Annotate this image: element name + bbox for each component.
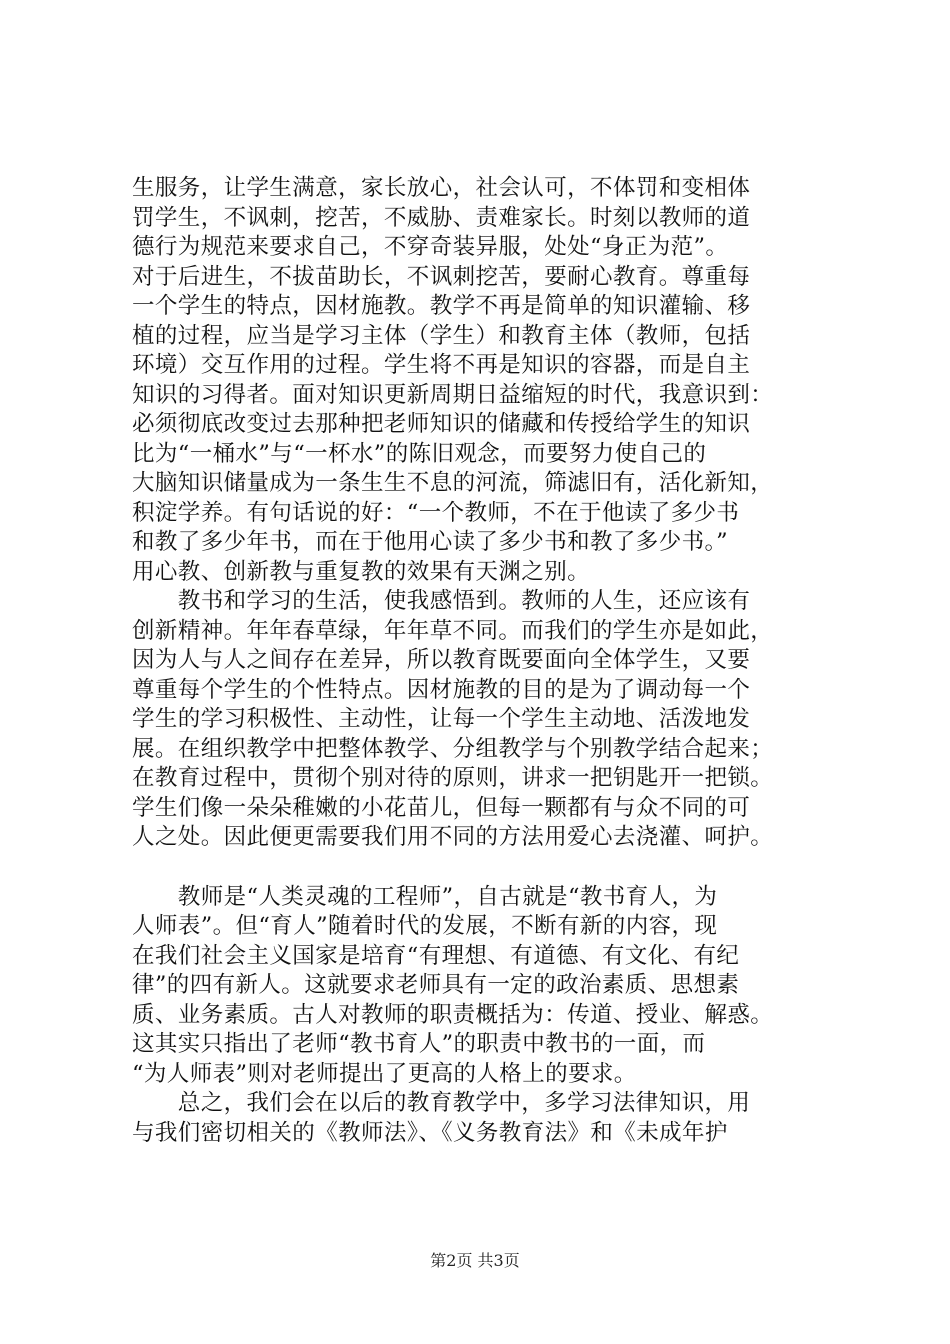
text-line: 教书和学习的生活，使我感悟到。教师的人生，还应该有 bbox=[132, 588, 751, 614]
text-line: 和教了多少年书，而在于他用心读了多少书和教了多少书。” bbox=[132, 529, 729, 555]
paragraph-group-1 bbox=[132, 174, 832, 853]
text-line: 一个学生的特点，因材施教。教学不再是简单的知识灌输、移 bbox=[132, 293, 751, 319]
text-line: 对于后进生，不拔苗助长，不讽刺挖苦，要耐心教育。尊重每 bbox=[132, 263, 751, 290]
text-line: 积淀学养。有句话说的好：“一个教师，不在于他读了多少书 bbox=[132, 499, 740, 526]
text-line: 创新精神。年年春草绿，年年草不同。而我们的学生亦是如此， bbox=[132, 617, 774, 644]
text-line: 学生们像一朵朵稚嫩的小花苗儿，但每一颗都有与众不同的可 bbox=[132, 794, 751, 821]
text-line: 与我们密切相关的《教师法》、《义务教育法》和《未成年护 bbox=[132, 1119, 728, 1146]
paragraph-gap bbox=[132, 853, 832, 883]
page-number-footer: 第2页 共3页 bbox=[430, 1251, 520, 1270]
text-line: 罚学生，不讽刺，挖苦，不威胁、责难家长。时刻以教师的道 bbox=[132, 204, 751, 231]
text-line: 必须彻底改变过去那种把老师知识的储藏和传授给学生的知识 bbox=[132, 411, 751, 437]
text-line: 这其实只指出了老师“教书育人”的职责中教书的一面，而 bbox=[132, 1031, 706, 1057]
text-line: 人之处。因此便更需要我们用不同的方法用爱心去浇灌、呵护。 bbox=[132, 824, 774, 850]
text-line: 因为人与人之间存在差异，所以教育既要面向全体学生，又要 bbox=[132, 647, 751, 673]
document-body bbox=[132, 174, 832, 1148]
text-line: 大脑知识储量成为一条生生不息的河流，筛滤旧有，活化新知， bbox=[132, 470, 774, 496]
text-line: 质、业务素质。古人对教师的职责概括为：传道、授业、解惑。 bbox=[132, 1001, 774, 1028]
text-line: 在我们社会主义国家是培育“有理想、有道德、有文化、有纪 bbox=[132, 942, 740, 969]
text-line: 学生的学习积极性、主动性，让每一个学生主动地、活泼地发 bbox=[132, 706, 751, 732]
text-line: 人师表”。但“育人”随着时代的发展，不断有新的内容，现 bbox=[132, 913, 718, 939]
text-line: 植的过程，应当是学习主体（学生）和教育主体（教师，包括 bbox=[132, 322, 751, 349]
paragraph-group-2 bbox=[132, 883, 832, 1149]
text-line: 律”的四有新人。这就要求老师具有一定的政治素质、思想素 bbox=[132, 972, 740, 998]
text-line: 展。在组织教学中把整体教学、分组教学与个别教学结合起来； bbox=[132, 735, 774, 762]
text-line: “为人师表”则对老师提出了更高的人格上的要求。 bbox=[132, 1060, 637, 1087]
text-line: 知识的习得者。面对知识更新周期日益缩短的时代，我意识到： bbox=[132, 381, 774, 408]
text-line: 比为“一桶水”与“一杯水”的陈旧观念，而要努力使自己的 bbox=[132, 440, 707, 467]
text-line: 生服务，让学生满意，家长放心，社会认可，不体罚和变相体 bbox=[132, 175, 751, 201]
text-line: 教师是“人类灵魂的工程师”，自古就是“教书育人，为 bbox=[132, 883, 718, 910]
text-line: 总之，我们会在以后的教育教学中，多学习法律知识，用 bbox=[132, 1090, 751, 1116]
text-line: 环境）交互作用的过程。学生将不再是知识的容器，而是自主 bbox=[132, 352, 751, 378]
text-line: 德行为规范来要求自己，不穿奇装异服，处处“身正为范”。 bbox=[132, 234, 729, 260]
text-line: 尊重每个学生的个性特点。因材施教的目的是为了调动每一个 bbox=[132, 676, 751, 703]
text-line: 用心教、创新教与重复教的效果有天渊之别。 bbox=[132, 558, 591, 585]
text-line: 在教育过程中，贯彻个别对待的原则，讲求一把钥匙开一把锁。 bbox=[132, 765, 774, 791]
